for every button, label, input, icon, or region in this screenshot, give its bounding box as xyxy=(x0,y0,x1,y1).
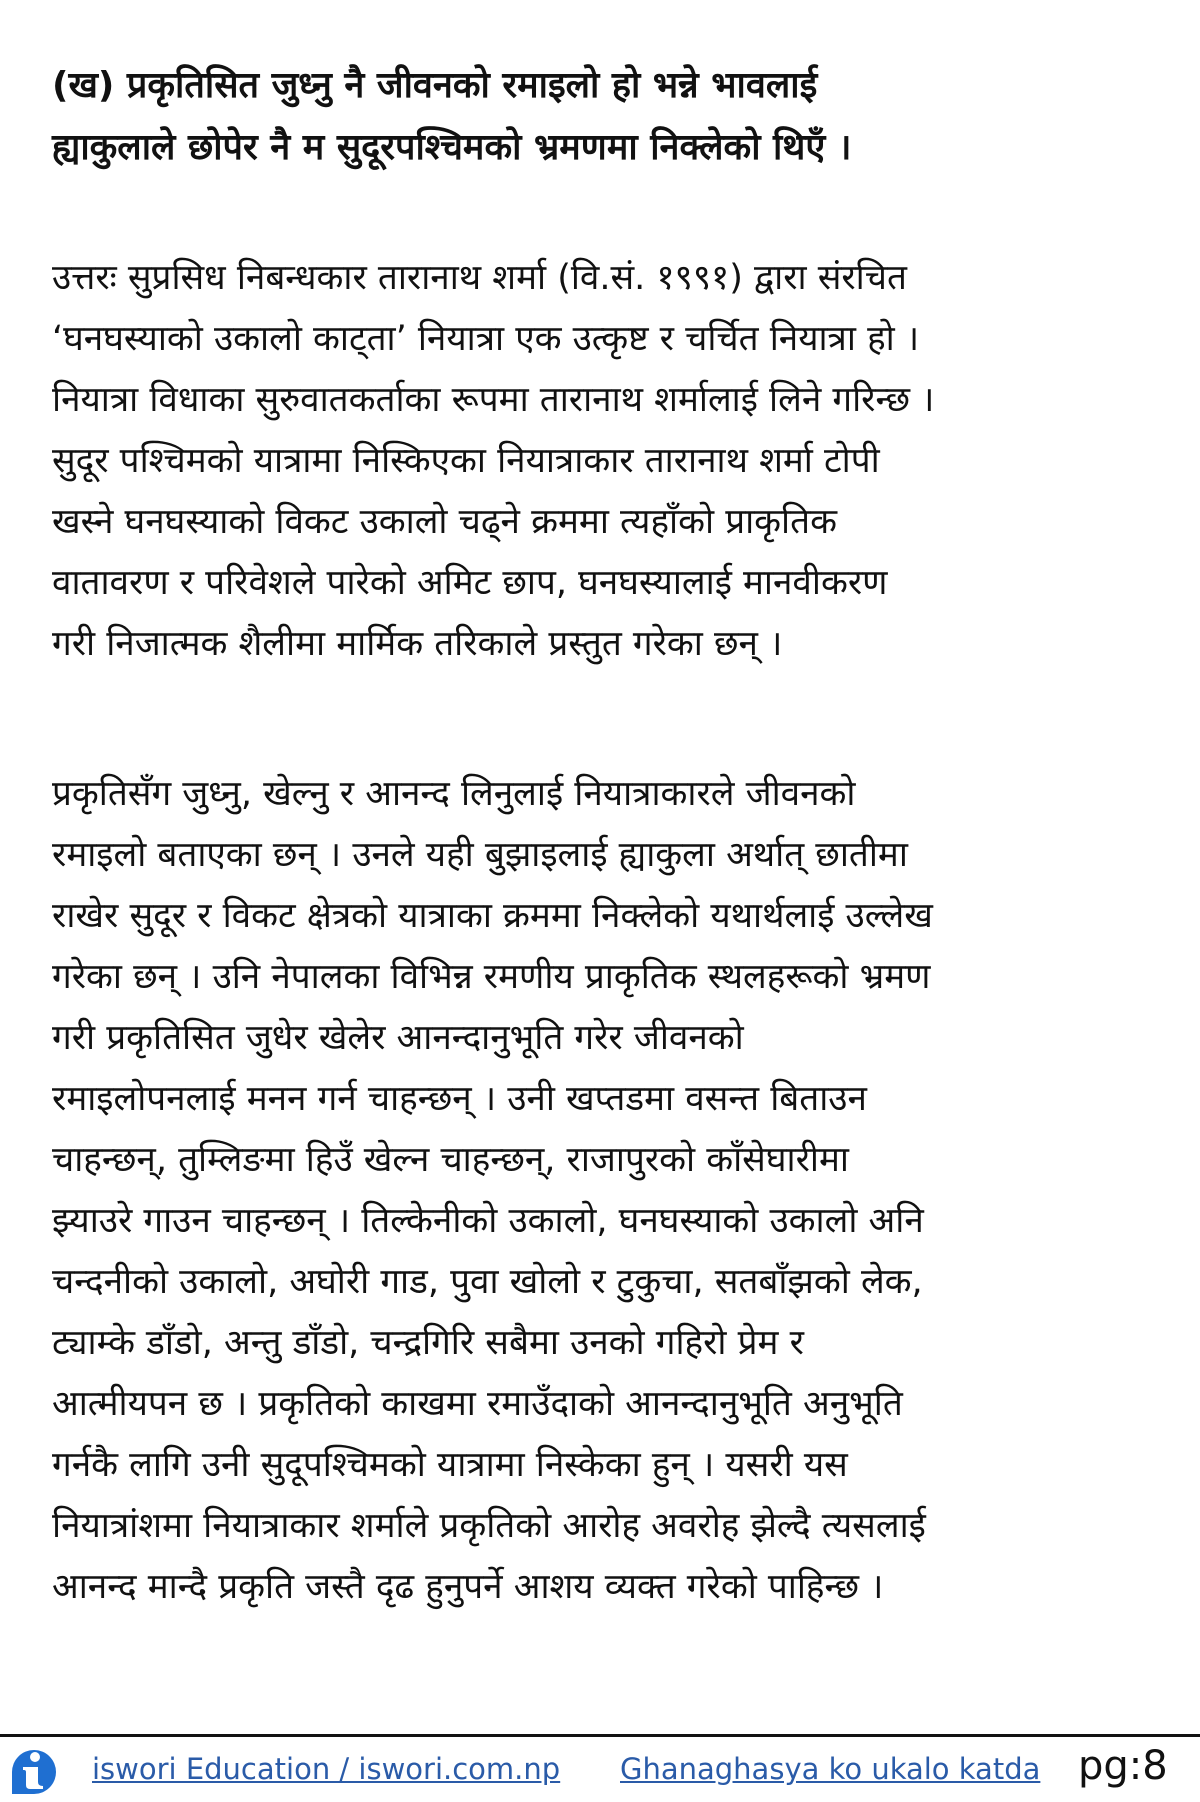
answer-line: ‘घनघस्याको उकालो काट्ता’ नियात्रा एक उत्कृष्ट र चर्चित नियात्रा हो । xyxy=(52,319,920,359)
question-line: (ख) प्रकृतिसित जुध्नु नै जीवनको रमाइलो हो भन्ने भावलाई xyxy=(52,65,818,106)
body-line: आनन्द मान्दै प्रकृति जस्तै दृढ हुनुपर्ने आशय व्यक्त गरेको पाहिन्छ । xyxy=(52,1567,884,1607)
site-link[interactable]: iswori Education / iswori.com.np xyxy=(92,1752,561,1786)
body-line: ट्याम्के डाँडो, अन्तु डाँडो, चन्द्रगिरि सबैमा उनको गहिरो प्रेम र xyxy=(52,1323,804,1363)
body-line: गरी प्रकृतिसित जुधेर खेलेर आनन्दानुभूति गरेर जीवनको xyxy=(52,1018,744,1058)
body-line: आत्मीयपन छ । प्रकृतिको काखमा रमाउँदाको आनन्दानुभूति अनुभूति xyxy=(52,1384,903,1424)
body-line: चन्दनीको उकालो, अघोरी गाड, पुवा खोलो र टुकुचा, सतबाँझको लेक, xyxy=(52,1262,923,1302)
body-line: रमाइलो बताएका छन् । उनले यही बुझाइलाई ह्याकुला अर्थात् छातीमा xyxy=(52,835,908,875)
answer-line: गरी निजात्मक शैलीमा मार्मिक तरिकाले प्रस्तुत गरेका छन् । xyxy=(52,624,783,664)
answer-line: उत्तरः सुप्रसिध निबन्धकार तारानाथ शर्मा (वि.सं. १९९१) द्वारा संरचित xyxy=(52,258,907,298)
topic-link[interactable]: Ghanaghasya ko ukalo katda xyxy=(620,1752,1041,1786)
page-number: pg:8 xyxy=(1078,1743,1168,1789)
body-line: झ्याउरे गाउन चाहन्छन् । तिल्केनीको उकालो, घनघस्याको उकालो अनि xyxy=(52,1201,924,1241)
body-line: प्रकृतिसँग जुध्नु, खेल्नु र आनन्द लिनुलाई नियात्राकारले जीवनको xyxy=(52,774,856,814)
body-line: नियात्रांशमा नियात्राकार शर्माले प्रकृतिको आरोह अवरोह झेल्दै त्यसलाई xyxy=(52,1506,926,1546)
answer-paragraph xyxy=(52,248,1162,675)
answer-line: नियात्रा विधाका सुरुवातकर्ताका रूपमा तारानाथ शर्मालाई लिने गरिन्छ । xyxy=(52,380,935,420)
answer-line: सुदूर पश्चिमको यात्रामा निस्किएका नियात्राकार तारानाथ शर्मा टोपी xyxy=(52,441,880,481)
question-line: ह्याकुलाले छोपेर नै म सुदूरपश्चिमको भ्रमणमा निक्लेको थिएँ । xyxy=(52,127,852,168)
body-line: गर्नकै लागि उनी सुदूपश्चिमको यात्रामा निस्केका हुन् । यसरी यस xyxy=(52,1445,848,1485)
body-line: रमाइलोपनलाई मनन गर्न चाहन्छन् । उनी खप्तडमा वसन्त बिताउन xyxy=(52,1079,867,1119)
answer-line: वातावरण र परिवेशले पारेको अमिट छाप, घनघस्यालाई मानवीकरण xyxy=(52,563,888,603)
body-line: चाहन्छन्, तुम्लिङमा हिउँ खेल्न चाहन्छन्, राजापुरको काँसेघारीमा xyxy=(52,1140,849,1180)
answer-line: खस्ने घनघस्याको विकट उकालो चढ्ने क्रममा त्यहाँको प्राकृतिक xyxy=(52,502,837,542)
footer-divider xyxy=(0,1734,1200,1737)
body-paragraph xyxy=(52,764,1162,1618)
body-line: गरेका छन् । उनि नेपालका विभिन्न रमणीय प्राकृतिक स्थलहरूको भ्रमण xyxy=(52,957,931,997)
info-person-icon xyxy=(4,1742,60,1798)
page-footer xyxy=(0,1738,1200,1800)
question-heading xyxy=(52,55,1162,179)
body-line: राखेर सुदूर र विकट क्षेत्रको यात्राका क्रममा निक्लेको यथार्थलाई उल्लेख xyxy=(52,896,933,936)
